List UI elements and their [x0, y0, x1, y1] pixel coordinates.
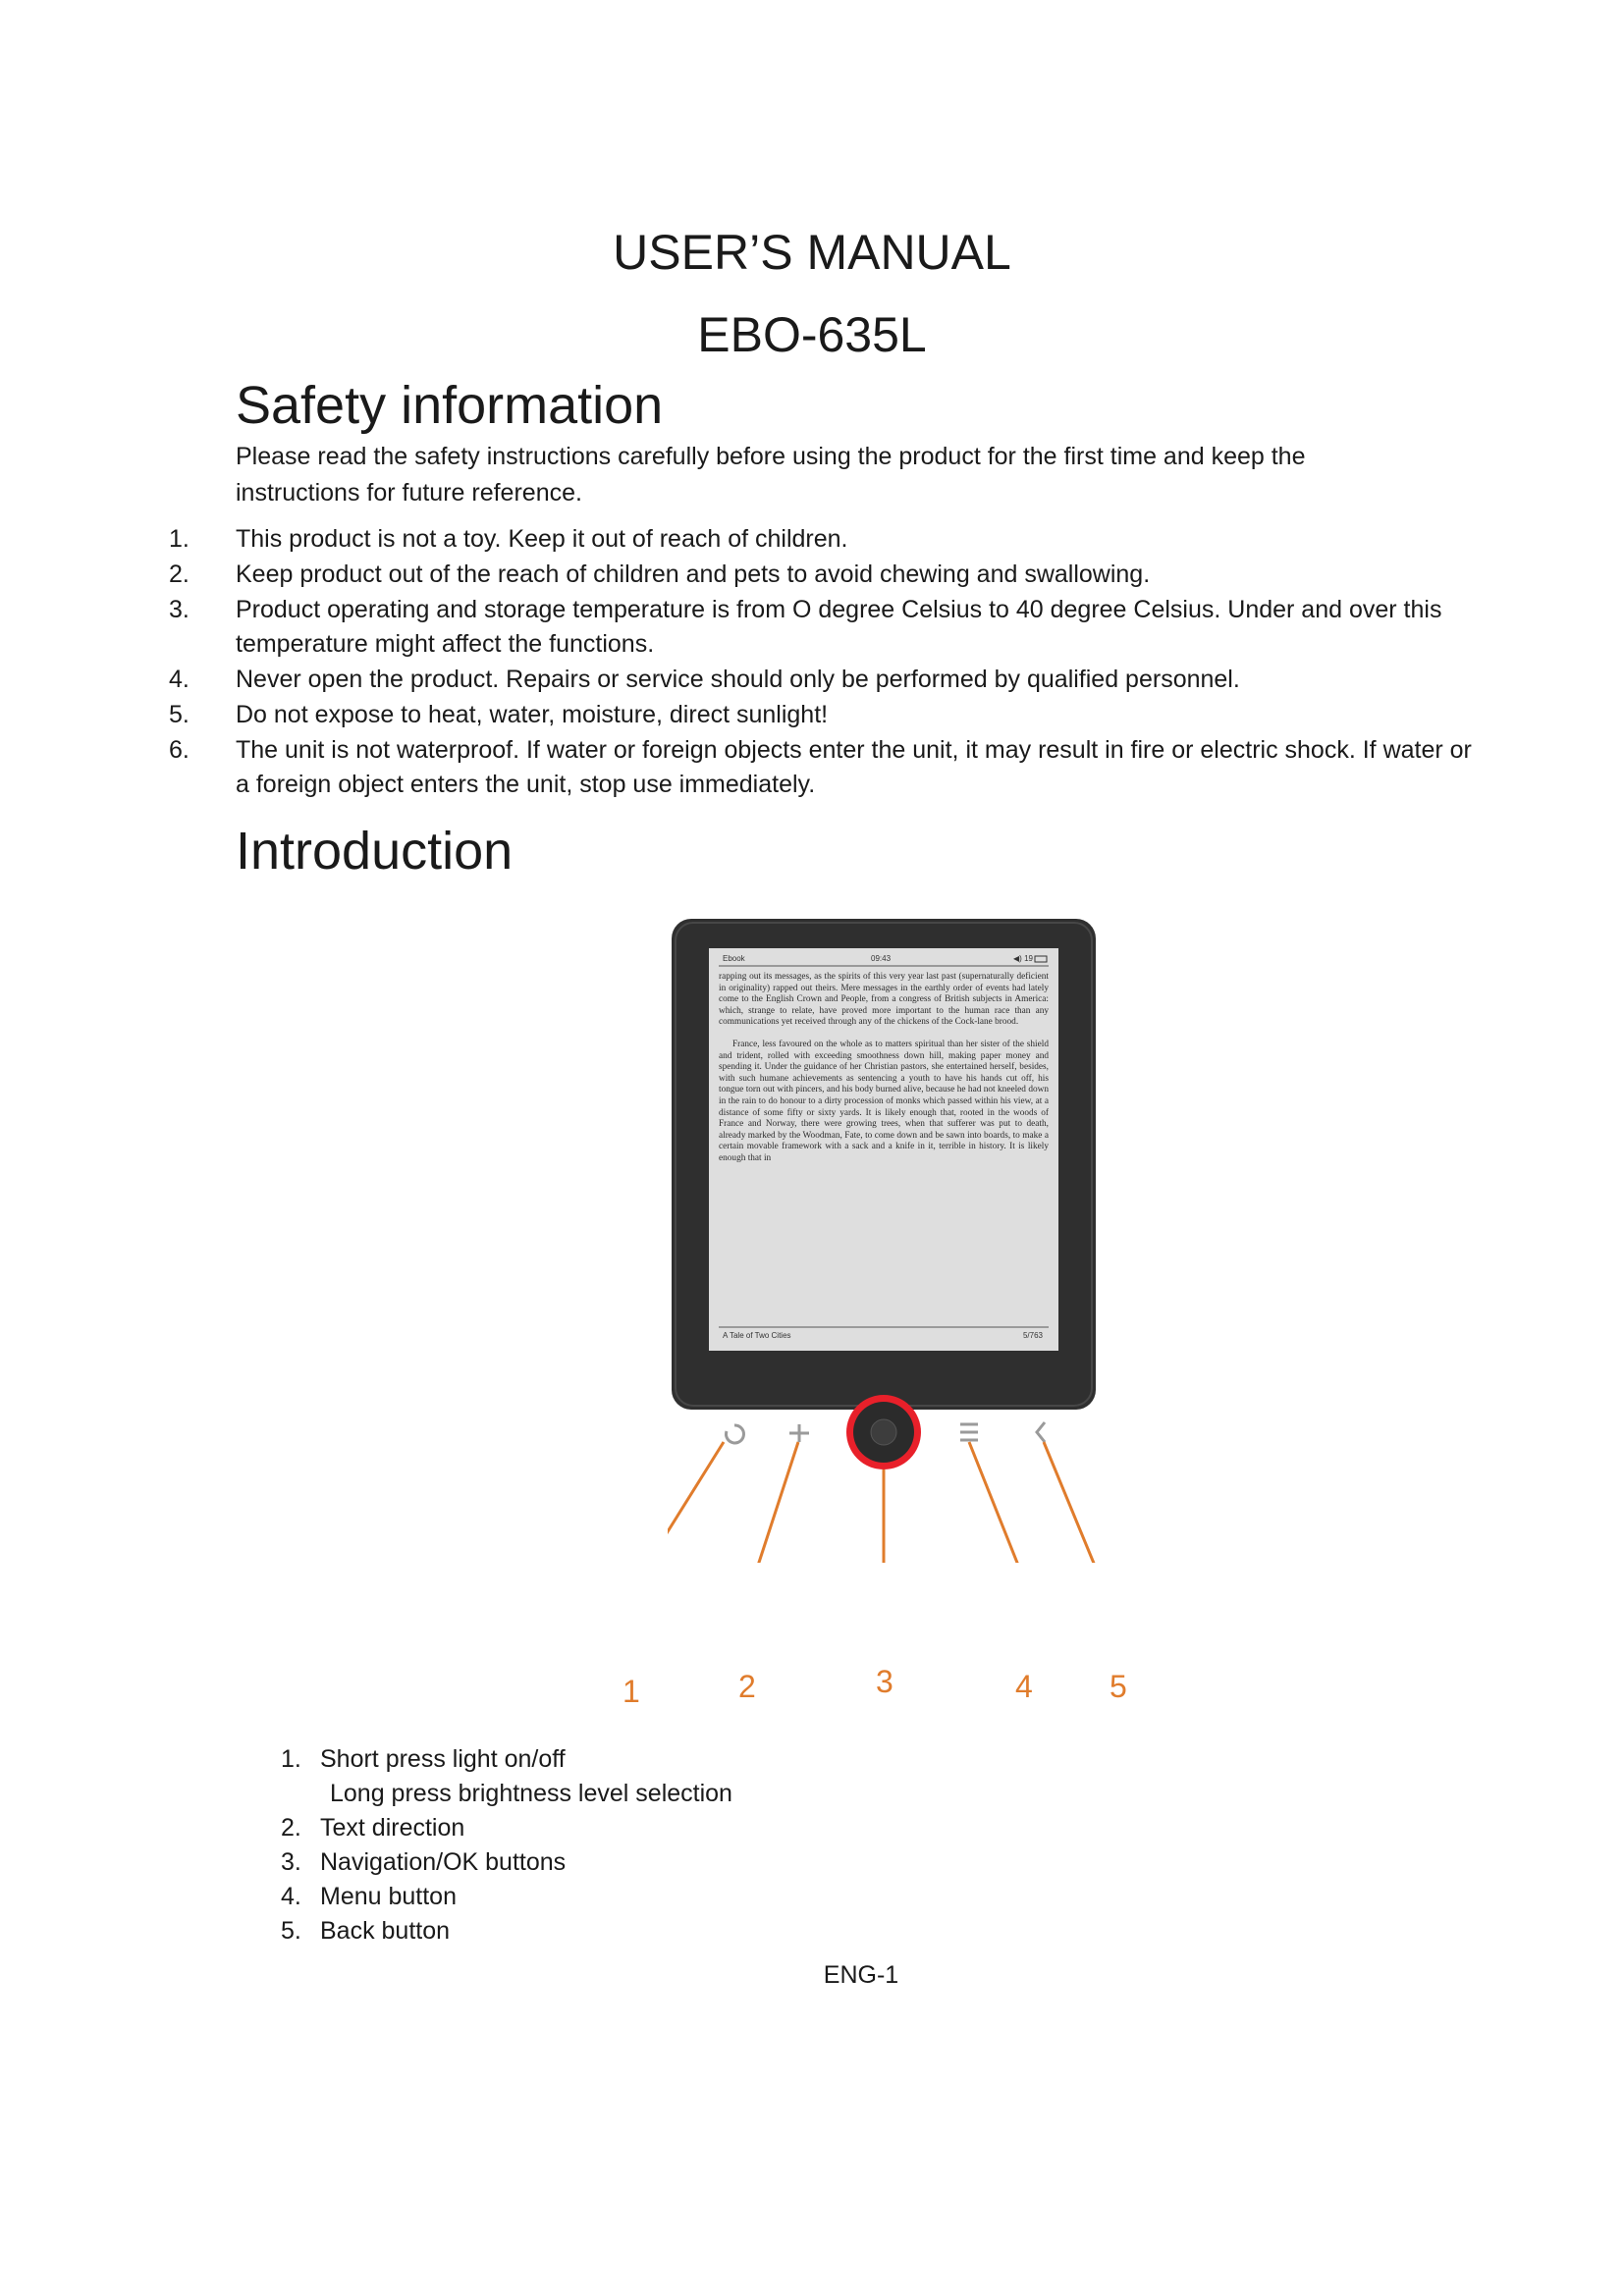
- callout-number: 5: [1110, 1669, 1127, 1704]
- list-text: Navigation/OK buttons: [320, 1848, 567, 1876]
- volume-icon: ◀): [1013, 954, 1022, 963]
- manual-title: USER’S MANUAL: [613, 225, 1011, 280]
- status-time: 09:43: [871, 954, 892, 963]
- list-number: 2.: [281, 1814, 301, 1842]
- callout-number: 3: [876, 1664, 893, 1699]
- status-app-name: Ebook: [723, 954, 745, 963]
- list-text: Never open the product. Repairs or service should only be performed by qualified personnel.: [236, 666, 1240, 693]
- list-number: 4.: [169, 666, 189, 693]
- list-number: 3.: [169, 596, 189, 623]
- list-text: Do not expose to heat, water, moisture, direct sunlight!: [236, 701, 829, 728]
- screen-paragraph: rapping out its messages, as the spirits of this very year last past (supernaturally deficient in originality) rapped out theirs. Mere messages in the earthly order of events had lately come to the English Crown and People, from a congress of British subjects in America: which, strange to relate, have proved more important to the human race than any communications yet received through any of the chickens of the Cock-lane brood.: [719, 972, 1049, 1028]
- list-item: [0, 733, 1473, 802]
- list-item: [0, 1914, 1624, 1949]
- list-subtext: Long press brightness level selection: [330, 1780, 732, 1807]
- list-number: 2.: [169, 561, 189, 588]
- status-volume: ◀) 19: [1013, 954, 1033, 963]
- callout-line-4: [969, 1442, 1021, 1563]
- callout-line-1: [668, 1442, 724, 1563]
- list-item: [0, 1811, 1624, 1845]
- list-text: Menu button: [320, 1883, 457, 1910]
- callout-number: 2: [738, 1669, 756, 1704]
- ok-button-ring[interactable]: [846, 1395, 921, 1469]
- list-number: 5.: [169, 701, 189, 728]
- list-item: [0, 593, 1473, 662]
- list-text: Short press light on/off: [320, 1745, 566, 1773]
- callout-number: 1: [623, 1674, 640, 1709]
- ereader-illustration: [668, 915, 1100, 1563]
- list-text: Back button: [320, 1917, 451, 1945]
- list-item: [0, 1880, 1624, 1914]
- safety-heading: Safety information: [236, 376, 664, 435]
- list-item: [0, 522, 1473, 557]
- list-text: This product is not a toy. Keep it out of reach of children.: [236, 525, 848, 553]
- button-legend-list: [0, 1742, 1624, 1949]
- model-number: EBO-635L: [697, 307, 927, 362]
- list-item: [0, 663, 1473, 697]
- list-number: 6.: [169, 736, 189, 764]
- list-text: Keep product out of the reach of children and pets to avoid chewing and swallowing.: [236, 561, 1151, 588]
- list-text: The unit is not waterproof. If water or foreign objects enter the unit, it may result in fire or electric shock. If water or a foreign object enters the unit, stop use immediately.: [236, 736, 1472, 798]
- list-number: 1.: [169, 525, 189, 553]
- list-item: [0, 1742, 1624, 1811]
- list-number: 3.: [281, 1848, 301, 1876]
- safety-list: [0, 522, 1624, 803]
- list-number: 1.: [281, 1745, 301, 1773]
- introduction-heading: Introduction: [236, 822, 514, 881]
- list-number: 5.: [281, 1917, 301, 1945]
- back-icon[interactable]: [1037, 1422, 1045, 1442]
- callout-line-2: [754, 1442, 798, 1563]
- callout-number: 4: [1015, 1669, 1033, 1704]
- list-number: 4.: [281, 1883, 301, 1910]
- list-item: [0, 558, 1473, 592]
- safety-intro: Please read the safety instructions carefully before using the product for the first time and keep the instructions for future reference.: [236, 443, 1306, 507]
- light-icon[interactable]: [726, 1425, 743, 1443]
- page-number: ENG-1: [823, 1961, 899, 1989]
- page-indicator: 5/763: [1022, 1331, 1043, 1340]
- menu-icon[interactable]: [960, 1424, 978, 1440]
- list-item: [0, 1845, 1624, 1880]
- screen-paragraph: France, less favoured on the whole as to matters spiritual than her sister of the shield and trident, rolled with exceeding smoothness down hill, making paper money and spending it. Under the guidance of her Christian pastors, she entertained herself, besides, with such humane achievements as sentencing a youth to have his hands cut off, his tongue torn out with pincers, and his body burned alive, because he had not kneeled down in the rain to do honour to a dirty procession of monks which passed within his view, at a distance of some fifty or sixty yards. It is likely enough that, rooted in the woods of France and Norway, there were growing trees, when that sufferer was put to death, already marked by the Woodman, Fate, to come down and be sawn into boards, to make a certain movable framework with a sack and a knife in it, terrible in history. It is likely enough that in: [719, 1039, 1049, 1163]
- screen-status-bar: [719, 954, 1049, 966]
- screen-page-text: [719, 972, 1049, 1351]
- book-title: A Tale of Two Cities: [723, 1331, 791, 1340]
- list-item: [0, 698, 1473, 732]
- callout-line-5: [1044, 1442, 1100, 1563]
- screen-footer: [719, 1331, 1049, 1343]
- text-direction-icon[interactable]: [789, 1424, 809, 1442]
- list-text: Text direction: [320, 1814, 465, 1842]
- list-text: Product operating and storage temperature is from O degree Celsius to 40 degree Celsius. Under and over this temperature might affect the functions.: [236, 596, 1442, 658]
